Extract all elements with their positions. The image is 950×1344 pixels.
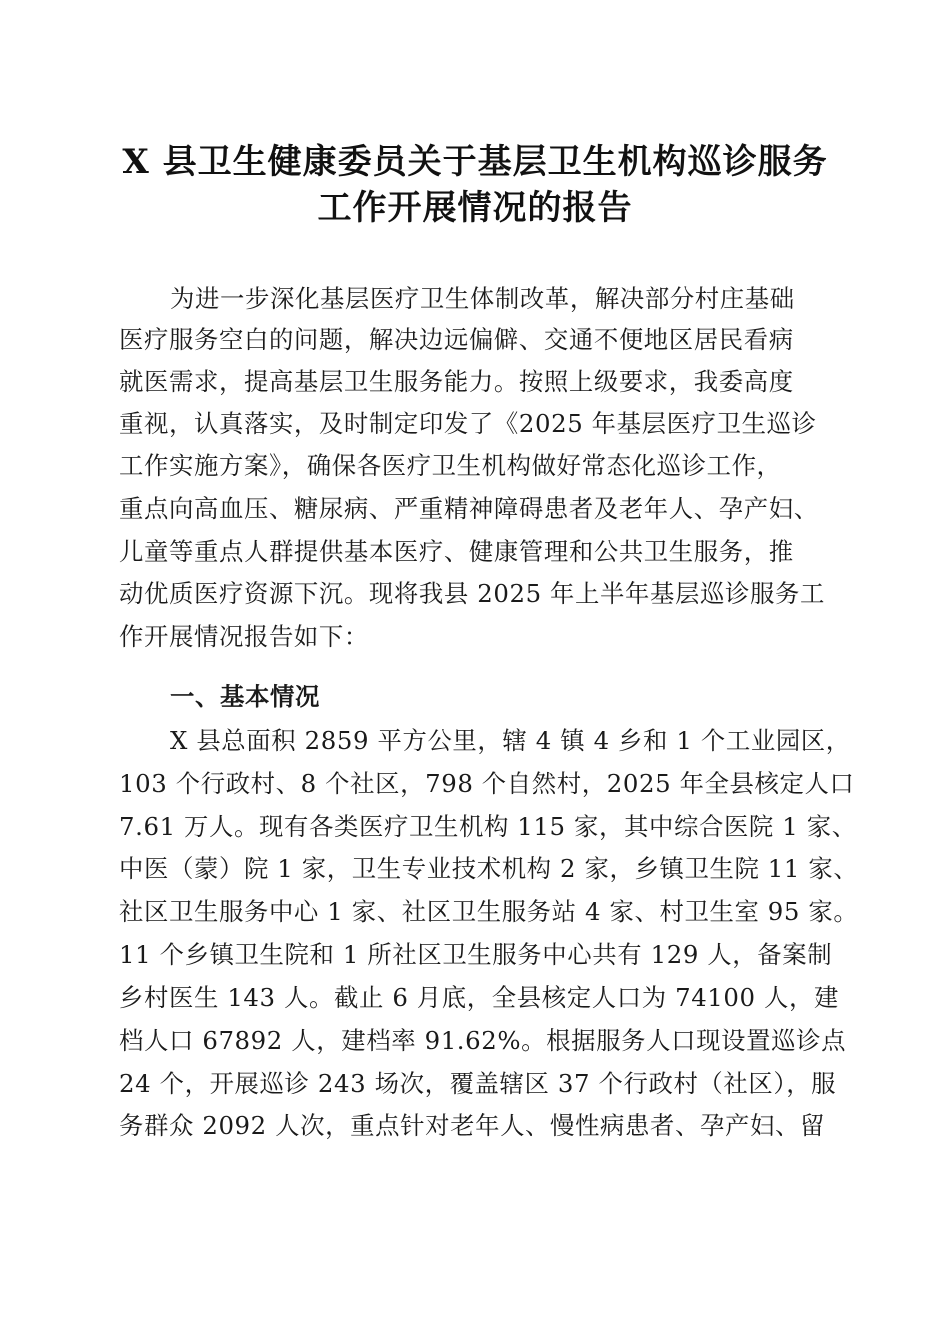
paragraph-line: 24 个，开展巡诊 243 场次，覆盖辖区 37 个行政村（社区），服 [119,1069,837,1098]
paragraph-line: 社区卫生服务中心 1 家、社区卫生服务站 4 家、村卫生室 95 家。 [119,897,859,926]
paragraph-line: 务群众 2092 人次，重点针对老年人、慢性病患者、孕产妇、留 [119,1111,825,1140]
paragraph-line: 工作实施方案》，确保各医疗卫生机构做好常态化巡诊工作， [119,451,782,480]
paragraph-line: 动优质医疗资源下沉。现将我县 2025 年上半年基层巡诊服务工 [119,579,825,608]
paragraph-line: 7.61 万人。现有各类医疗卫生机构 115 家，其中综合医院 1 家、 [119,812,857,841]
paragraph-line: 医疗服务空白的问题，解决边远偏僻、交通不便地区居民看病 [119,325,794,354]
paragraph-line: 儿童等重点人群提供基本医疗、健康管理和公共卫生服务，推 [119,537,794,566]
paragraph-line: 档人口 67892 人，建档率 91.62%。根据服务人口现设置巡诊点 [119,1026,847,1055]
paragraph-line: 作开展情况报告如下： [119,622,369,651]
report-title-line-1: X 县卫生健康委员关于基层卫生机构巡诊服务 [122,142,828,182]
paragraph-line: 中医（蒙）院 1 家，卫生专业技术机构 2 家，乡镇卫生院 11 家、 [119,854,859,883]
paragraph-line: 103 个行政村、8 个社区，798 个自然村，2025 年全县核定人口 [119,769,855,798]
paragraph-line: 11 个乡镇卫生院和 1 所社区卫生服务中心共有 129 人，备案制 [119,940,833,969]
paragraph-line: 为进一步深化基层医疗卫生体制改革，解决部分村庄基础 [170,284,795,313]
paragraph-line: 重视，认真落实，及时制定印发了《2025 年基层医疗卫生巡诊 [119,409,817,438]
section-heading: 一、基本情况 [170,682,320,711]
report-title-line-2: 工作开展情况的报告 [317,188,633,228]
paragraph-line: 乡村医生 143 人。截止 6 月底，全县核定人口为 74100 人，建 [119,983,839,1012]
paragraph-line: 重点向高血压、糖尿病、严重精神障碍患者及老年人、孕产妇、 [119,494,819,523]
paragraph-line: X 县总面积 2859 平方公里，辖 4 镇 4 乡和 1 个工业园区， [170,726,851,755]
paragraph-line: 就医需求，提高基层卫生服务能力。按照上级要求，我委高度 [119,367,794,396]
